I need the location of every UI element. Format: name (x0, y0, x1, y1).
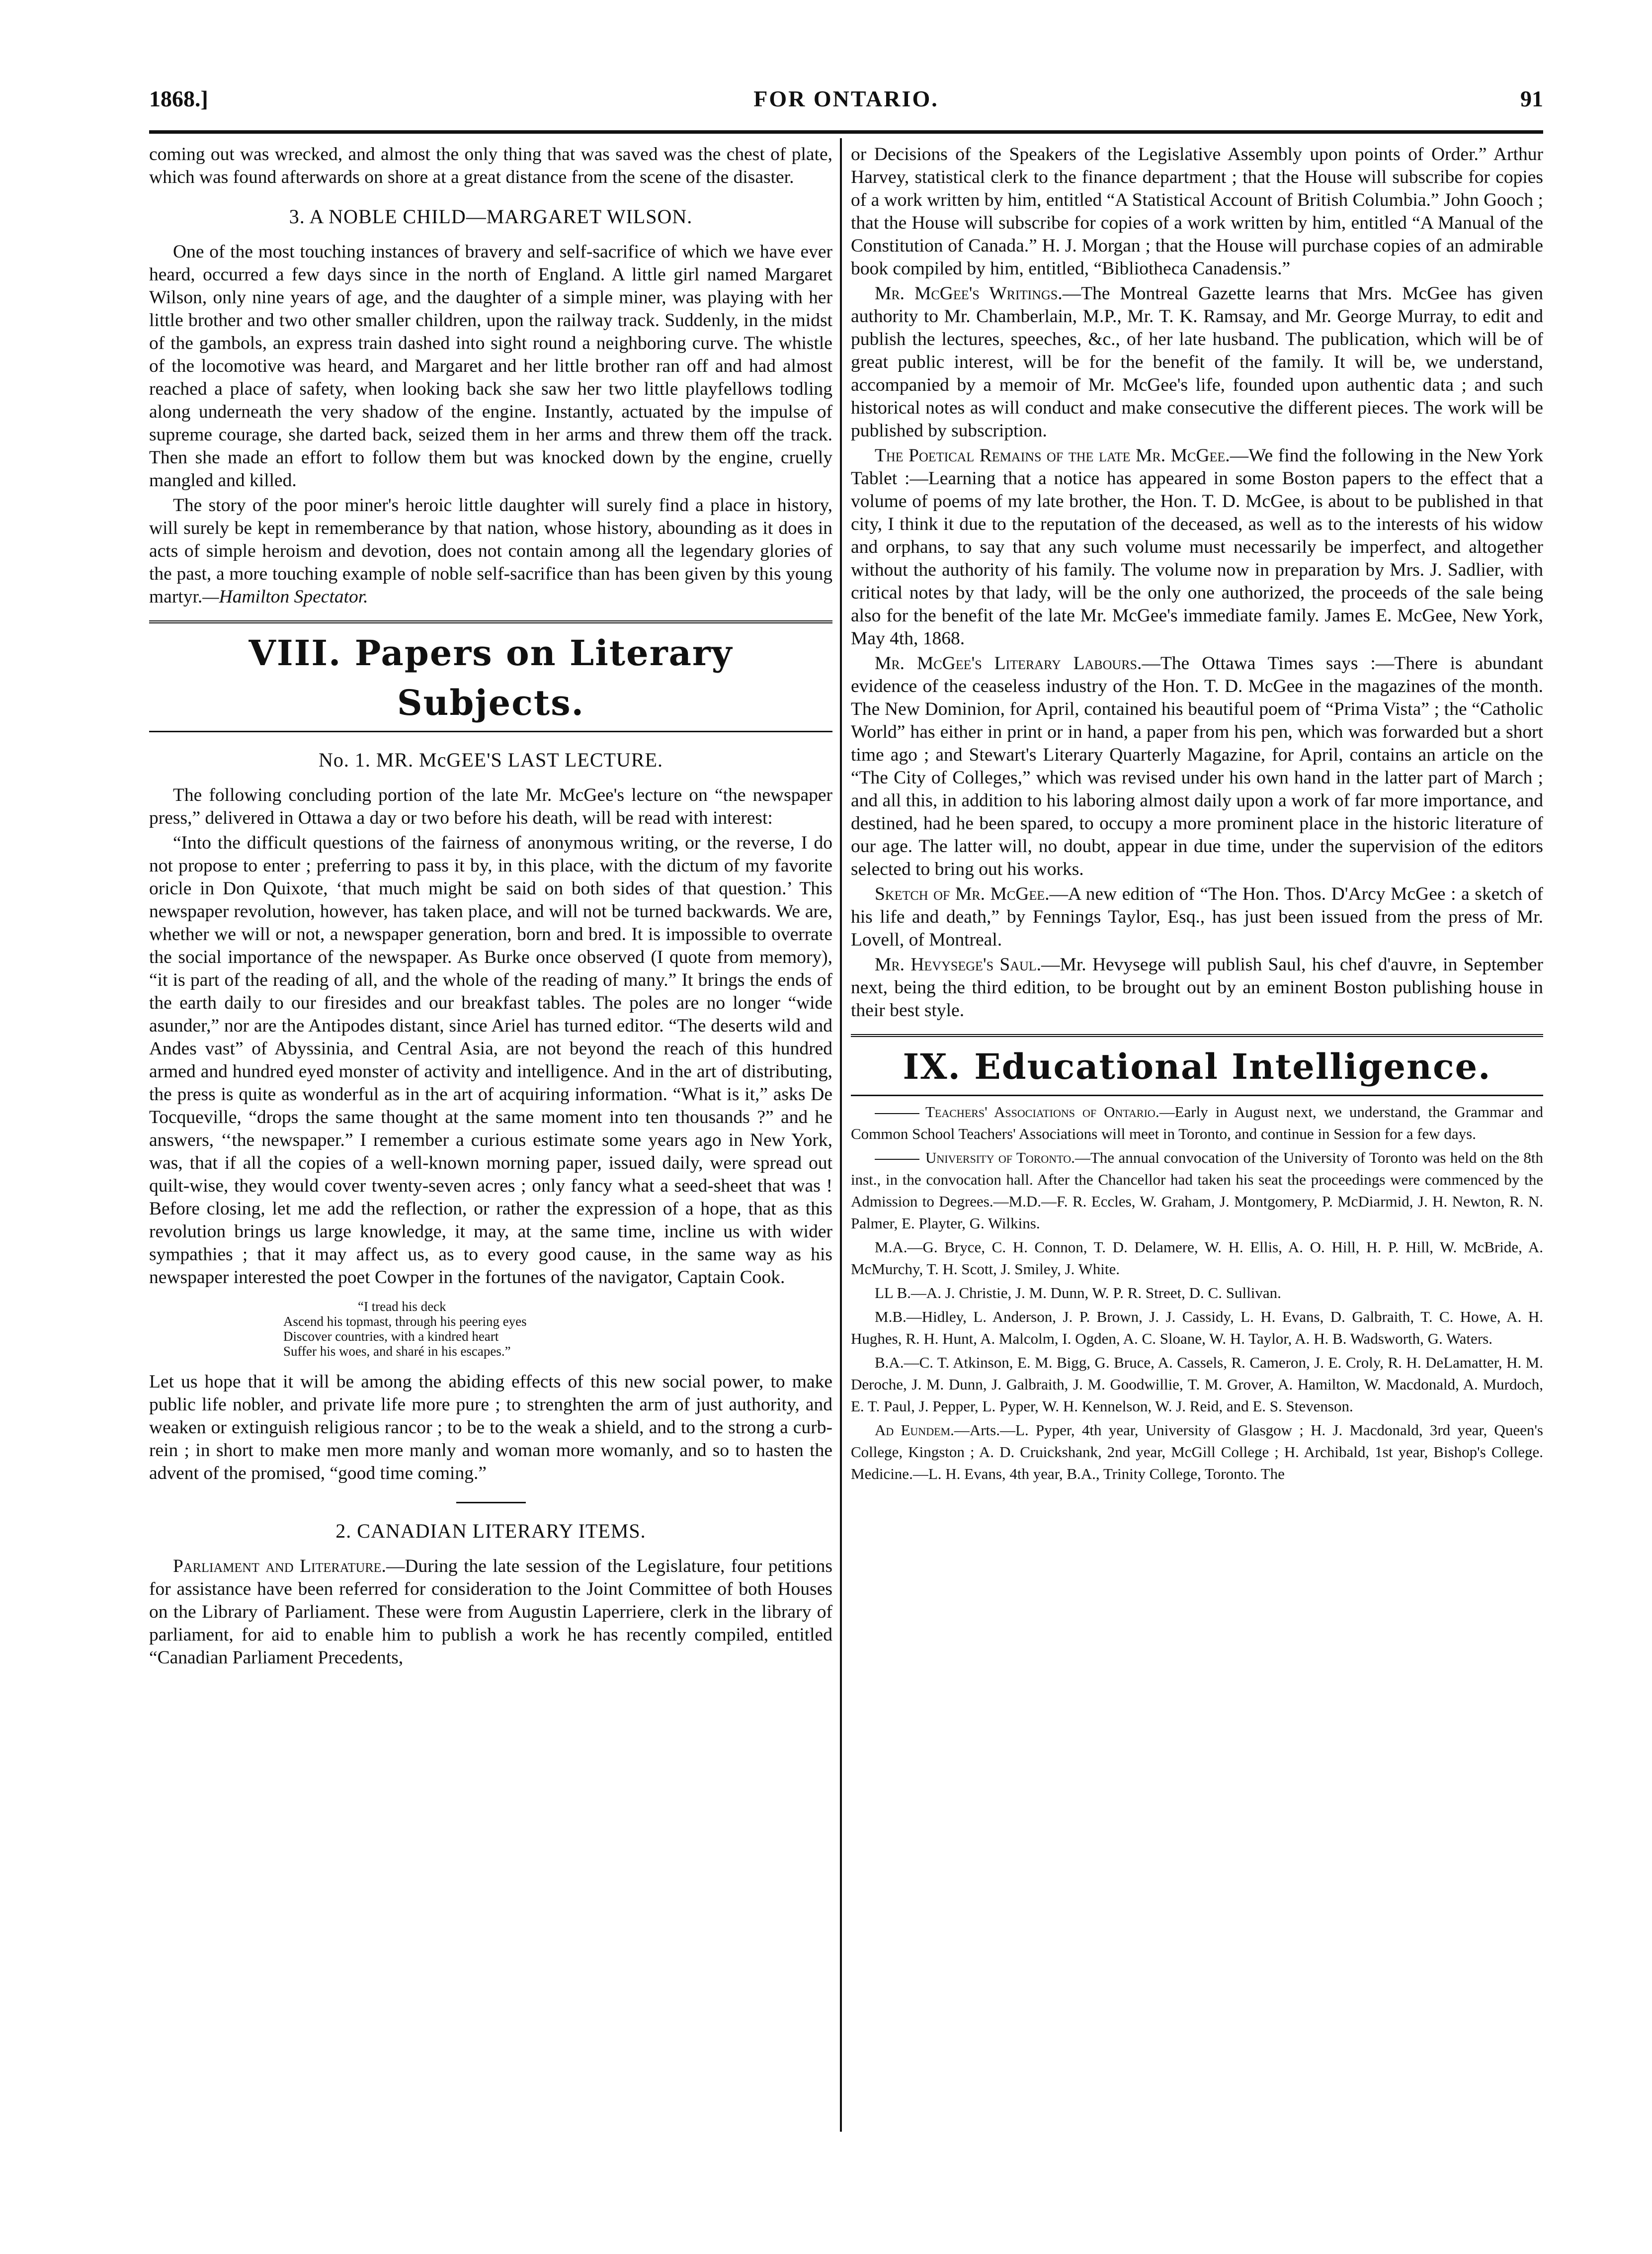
article-text: The story of the poor miner's heroic little daughter will surely find a place in history, will surely be kept in rememberance by that nation, whose history, abounding as it does in acts of simple heroism and devotion, does not contain among all the legendary glories of the past, a more touching example of noble self-sacrifice than has been given by this young martyr. (149, 495, 832, 607)
item-lead: Sketch of Mr. McGee. (875, 884, 1050, 904)
news-item (851, 1101, 1543, 1145)
item-lead: Parliament and Literature. (173, 1556, 386, 1576)
item-lead: Teachers' Associations of Ontario. (925, 1103, 1159, 1121)
item-lead: University of Toronto. (925, 1149, 1075, 1166)
article-paragraph: One of the most touching instances of bravery and self-sacrifice of which we have ever heard, occurred a few days since in the north of England. A little girl named Margaret Wilson, only nine years of age, and the daughter of a simple miner, was playing with her little brother and two other smaller children, upon the railway track. Suddenly, in the midst of the gambols, an express train dashed into sight round a neighboring curve. The whistle of the locomotive was heard, and Margaret and her little brother ran off and had almost reached a place of safety, when looking back she saw her two little playfellows todling along underneath the very shadow of the engine. Instantly, actuated by the impulse of supreme courage, she darted back, seized them in her arms and threw them off the track. Then she made an effort to follow them but was knocked down by the engine, cruelly mangled and killed. (149, 242, 832, 491)
poem-line: Ascend his topmast, through his peering eyes (283, 1314, 527, 1329)
item-text: —The annual convocation of the University of Toronto was held on the 8th inst., in the convocation hall. After the Chancellor had taken his seat the proceedings were commenced by the Admission to Degrees.—M.D.—F. R. Eccles, W. Graham, J. Montgomery, P. McDiarmid, J. H. Newton, R. N. Palmer, E. Playter, G. Wilkins. (851, 1149, 1543, 1232)
article-heading-canadian-items: 2. CANADIAN LITERARY ITEMS. (335, 1520, 646, 1542)
item-text: —Mr. Hevysege will publish Saul, his chef d'auvre, in September next, being the third edition, to be brought out by an eminent Boston publishing house in their best style. (851, 954, 1543, 1021)
item-text: —The Ottawa Times says :—There is abundant evidence of the ceaseless industry of the Hon. T. D. McGee in the magazines of the month. The New Dominion, for April, contained his beautiful poem of “Prima Vista” ; the “Catholic World” has either in print or in hand, a paper from his pen, which was forwarded but a short time ago ; and Stewart's Literary Quarterly Magazine, for April, contains an article on the “The City of Colleges,” which was revised under his own hand in the latter part of March ; and all this, in addition to his laboring almost daily upon a work of far more importance, and destined, had he been spared, to occupy a more prominent place in the historic literature of our age. The latter will, no doubt, appear in due time, under the supervision of the editors selected to bring out his works. (851, 653, 1543, 879)
header-page-number: 91 (1520, 86, 1543, 111)
item-text: —Early in August next, we understand, the Grammar and Common School Teachers' Associations will meet in Toronto, and continue in Session for a few days. (851, 1103, 1543, 1142)
news-item (851, 1419, 1543, 1485)
section-rule (851, 1095, 1543, 1096)
section-rule (149, 731, 832, 732)
item-lead: Ad Eundem. (875, 1421, 954, 1439)
item-text: —Arts.—L. Pyper, 4th year, University of Glasgow ; H. J. Macdonald, 3rd year, Queen's College, Kingston ; A. D. Cruickshank, 2nd year, McGill College ; H. Archibald, 1st year, Bishop's College. Medicine.—L. H. Evans, 4th year, B.A., Trinity College, Toronto. The (851, 1421, 1543, 1482)
article-paragraph (851, 883, 1543, 952)
section-rule (149, 620, 832, 623)
header-title: FOR ONTARIO. (753, 86, 939, 111)
degree-list: LL B.—A. J. Christie, J. M. Dunn, W. P. R. Street, D. C. Sullivan. (875, 1284, 1281, 1301)
article-paragraph (851, 652, 1543, 881)
item-text: —A new edition of “The Hon. Thos. D'Arcy McGee : a sketch of his life and death,” by Fennings Taylor, Esq., has just been issued from the press of Mr. Lovell, of Montreal. (851, 884, 1543, 950)
article-heading-last-lecture: No. 1. MR. McGEE'S LAST LECTURE. (319, 749, 663, 771)
poem-line: Discover countries, with a kindred heart (283, 1329, 499, 1344)
column-divider (840, 138, 842, 2132)
article-heading-noble-child: 3. A NOBLE CHILD—MARGARET WILSON. (289, 205, 693, 228)
item-text: —The Montreal Gazette learns that Mrs. McGee has given authority to Mr. Chamberlain, M.P., Mr. T. K. Ramsay, and Mr. George Murray, to edit and publish the lectures, speeches, &c., of her late husband. The publication, which will be of great public interest, will be for the benefit of the family. It will be, we understand, accompanied by a memoir of Mr. McGee's life, founded upon authentic data ; and such historical notes as will conduct and make consecutive the different pieces. The work will be published by subscription. (851, 283, 1543, 441)
header-rule (149, 130, 1543, 134)
article-paragraph (851, 444, 1543, 650)
article-paragraph (149, 1555, 832, 1669)
section-title-ix: IX. Educational Intelligence. (903, 1046, 1491, 1087)
news-item (851, 1147, 1543, 1234)
article-paragraph: Let us hope that it will be among the abiding effects of this new social power, to make public life nobler, and private life more pure ; to strenghten the arm of just authority, and weaken or extinguish religious rancor ; to be to the weak a shield, and to the strong a curb-rein ; in short to make men more manly and woman more womanly, and so to hasten the advent of the promised, “good time coming.” (149, 1372, 832, 1483)
left-column (149, 143, 832, 2127)
degree-list: M.A.—G. Bryce, C. H. Connon, T. D. Delamere, W. H. Ellis, A. O. Hill, H. P. Hill, W. McBride, A. McMurchy, T. H. Scott, J. Smiley, J. White. (851, 1238, 1543, 1278)
item-lead: The Poetical Remains of the late Mr. McGee. (875, 445, 1230, 466)
article-paragraph (851, 282, 1543, 442)
item-text: —During the late session of the Legislature, four petitions for assistance have been referred for consideration to the Joint Committee of both Houses on the Library of Parliament. These were from Augustin Laperriere, clerk in the library of parliament, for aid to enable him to publish a work he has recently compiled, entitled “Canadian Parliament Precedents, (149, 1556, 832, 1668)
poem-quote (283, 1299, 832, 1359)
article-continuation: coming out was wrecked, and almost the only thing that was saved was the chest of plate, which was found afterwards on shore at a great distance from the scene of the disaster. (149, 144, 832, 187)
degree-list: M.B.—Hidley, L. Anderson, J. P. Brown, J. J. Cassidy, L. H. Evans, D. Galbraith, T. C. Howe, A. H. Hughes, R. H. Hunt, A. Malcolm, I. Ogden, A. C. Sloane, W. H. Taylor, A. H. B. Wadsworth, G. Waters. (851, 1308, 1543, 1347)
item-text: —We find the following in the New York Tablet :—Learning that a notice has appeared in some Boston papers to the effect that a volume of poems of my late brother, the Hon. T. D. McGee, is about to be published in that city, I think it due to the reputation of the deceased, as well as to the interests of his widow and orphans, to say that any such volume must necessarily be imperfect, and altogether without the authority of his family. The volume now in preparation by Mrs. J. Sadlier, with critical notes by that lady, will be the only one authorized, the proceeds of the sale being also for the benefit of the late Mr. McGee's immediate family. James E. McGee, New York, May 4th, 1868. (851, 445, 1543, 649)
section-rule (851, 1034, 1543, 1037)
item-lead: Mr. McGee's Literary Labours. (875, 653, 1142, 674)
section-title-viii: VIII. Papers on Literary Subjects. (248, 632, 733, 723)
article-source: —Hamilton Spectator. (202, 587, 368, 607)
header-year: 1868.] (149, 86, 208, 111)
article-paragraph: “Into the difficult questions of the fairness of anonymous writing, or the reverse, I do not propose to enter ; preferring to pass it by, in this place, with the dictum of my favorite oricle in Don Quixote, ‘that much might be said on both sides of that question.’ This newspaper revolution, however, has taken place, and will not be turned backwards. We are, whether we will or not, a newspaper generation, born and bred. It is impossible to overrate the social importance of the newspaper. As Burke once observed (I quote from memory), “it is part of the reading of all, and the whole of the reading of many.” It brings the ends of the earth daily to our firesides and our breakfast tables. The poles are no longer “wide asunder,” nor are the Antipodes distant, since Ariel has turned editor. “The deserts wild and Andes vast” of Abyssinia, and Central Asia, are not beyond the reach of this hundred armed and hundred eyed monster of activity and intelligence. And in the art of distributing, the press is quite as wonderful as in the art of acquiring information. “What is it,” asks De Tocqueville, “drops the same thought at the same moment into ten thousands ?” and he answers, ‘‘the newspaper.” I remember a curious estimate some years ago in New York, was, that if all the copies of a well-known morning paper, issued daily, were spread out quilt-wise, they would cover twenty-seven acres ; only fancy what a seed-sheet that was ! Before closing, let me add the reflection, or rather the expression of a hope, that as this revolution brings us large knowledge, it may, at the same time, incline us with wider sympathies ; that it may affect us, as to every good cause, in the same way as his newspaper interested the poet Cowper in the fortunes of the navigator, Captain Cook. (149, 833, 832, 1288)
page-header (149, 86, 1543, 130)
article-paragraph (149, 494, 832, 608)
dash-rule (875, 1113, 919, 1114)
right-column (851, 143, 1543, 2127)
article-paragraph (851, 954, 1543, 1022)
poem-line: Suffer his woes, and sharé in his escapes.” (283, 1344, 511, 1359)
item-lead: Mr. McGee's Writings. (875, 283, 1063, 304)
poem-line: “I tread his deck (358, 1299, 446, 1314)
article-continuation: or Decisions of the Speakers of the Legislative Assembly upon points of Order.” Arthur Harvey, statistical clerk to the finance department ; that the House will subscribe for copies of a work written by him, entitled “A Statistical Account of British Columbia.” John Gooch ; that the House will subscribe for copies of a work written by him, entitled “A Manual of the Constitution of Canada.” H. J. Morgan ; that the House will purchase copies of an admirable book compiled by him, entitled, “Bibliotheca Canadensis.” (851, 144, 1543, 279)
item-lead: Mr. Hevysege's Saul. (875, 954, 1042, 975)
dash-rule (875, 1159, 919, 1160)
degree-list: B.A.—C. T. Atkinson, E. M. Bigg, G. Bruce, A. Cassels, R. Cameron, J. E. Croly, R. H. DeLamatter, H. M. Deroche, J. M. Dunn, J. Galbraith, J. M. Goodwillie, T. M. Grover, A. Hamilton, W. Macdonald, A. Murdoch, E. T. Paul, J. Pepper, L. Pyper, W. H. Kennelson, W. J. Reid, and E. S. Stevenson. (851, 1354, 1543, 1415)
article-paragraph: The following concluding portion of the late Mr. McGee's lecture on “the newspaper press,” delivered in Ottawa a day or two before his death, will be read with interest: (149, 785, 832, 828)
divider-rule (456, 1502, 526, 1503)
